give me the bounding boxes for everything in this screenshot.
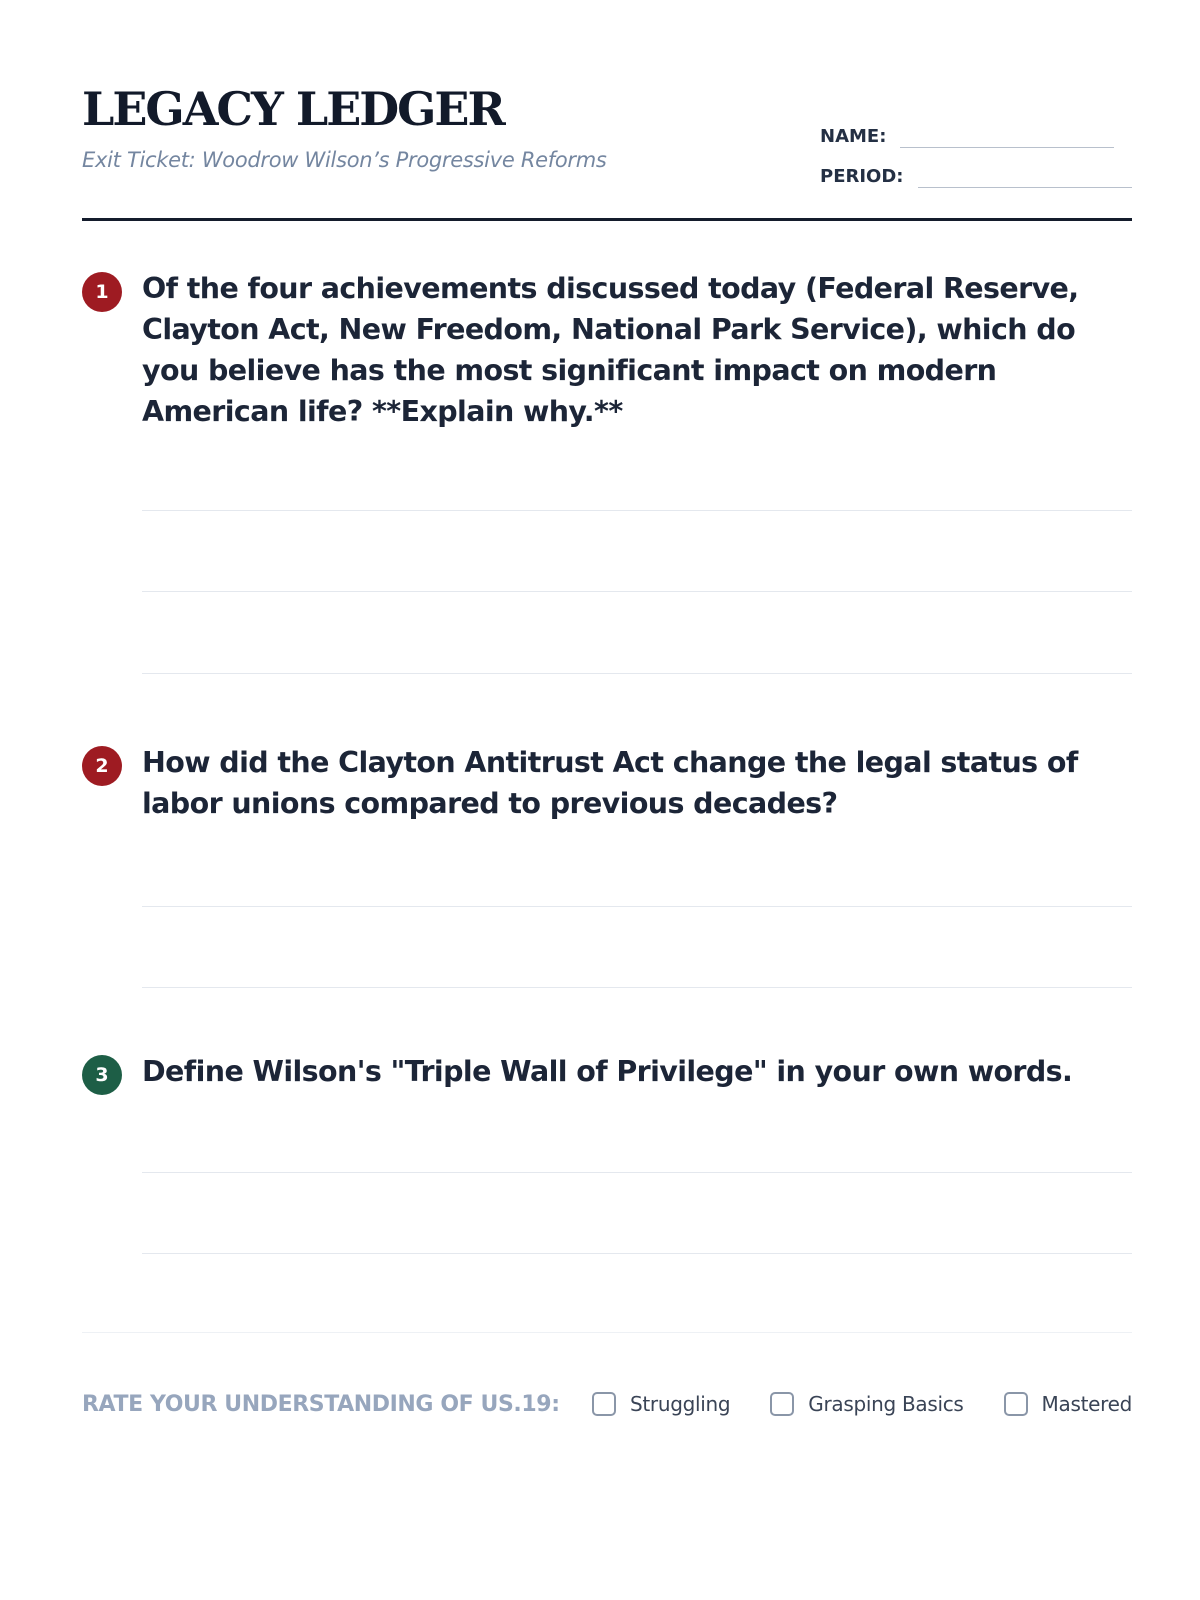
name-row <box>820 108 1132 148</box>
rating-label: RATE YOUR UNDERSTANDING OF US.19: <box>82 1391 560 1417</box>
name-field[interactable] <box>900 127 1114 148</box>
rating-options <box>592 1392 1132 1416</box>
answer-line[interactable] <box>142 1172 1132 1173</box>
question-number-badge: 1 <box>82 272 122 312</box>
answer-line[interactable] <box>142 510 1132 511</box>
question-number-badge: 2 <box>82 746 122 786</box>
period-label: PERIOD: <box>820 166 904 187</box>
rating-option-struggling[interactable] <box>592 1392 730 1416</box>
checkbox[interactable] <box>770 1392 794 1416</box>
question-text: Define Wilson's "Triple Wall of Privilege" in your own words. <box>142 1055 1073 1088</box>
answer-line[interactable] <box>142 906 1132 907</box>
rating-option-label: Grasping Basics <box>808 1392 964 1416</box>
rating-option-mastered[interactable] <box>1004 1392 1132 1416</box>
period-field[interactable] <box>918 167 1133 188</box>
worksheet-subtitle: Exit Ticket: Woodrow Wilson’s Progressive Reforms <box>82 148 607 172</box>
question-text: How did the Clayton Antitrust Act change the legal status of labor unions compared to previous decades? <box>142 746 1078 820</box>
checkbox[interactable] <box>592 1392 616 1416</box>
header <box>82 80 1132 221</box>
question-number-badge: 3 <box>82 1055 122 1095</box>
question-text: Of the four achievements discussed today (Federal Reserve, Clayton Act, New Freedom, National Park Service), which do you believe has the most significant impact on modern American life? **Explain why.** <box>142 272 1079 428</box>
self-rating <box>82 1384 1132 1424</box>
answer-line[interactable] <box>142 591 1132 592</box>
section-divider <box>82 1332 1132 1333</box>
exit-ticket-page <box>82 0 1132 1600</box>
period-row <box>820 148 1132 188</box>
brand-title: LEGACY LEDGER <box>82 82 504 136</box>
answer-line[interactable] <box>142 1253 1132 1254</box>
name-label: NAME: <box>820 126 887 147</box>
rating-option-grasping-basics[interactable] <box>770 1392 963 1416</box>
rating-option-label: Mastered <box>1041 1392 1132 1416</box>
student-info <box>820 108 1132 188</box>
answer-line[interactable] <box>142 673 1132 674</box>
checkbox[interactable] <box>1004 1392 1028 1416</box>
answer-line[interactable] <box>142 987 1132 988</box>
rating-option-label: Struggling <box>629 1392 731 1416</box>
